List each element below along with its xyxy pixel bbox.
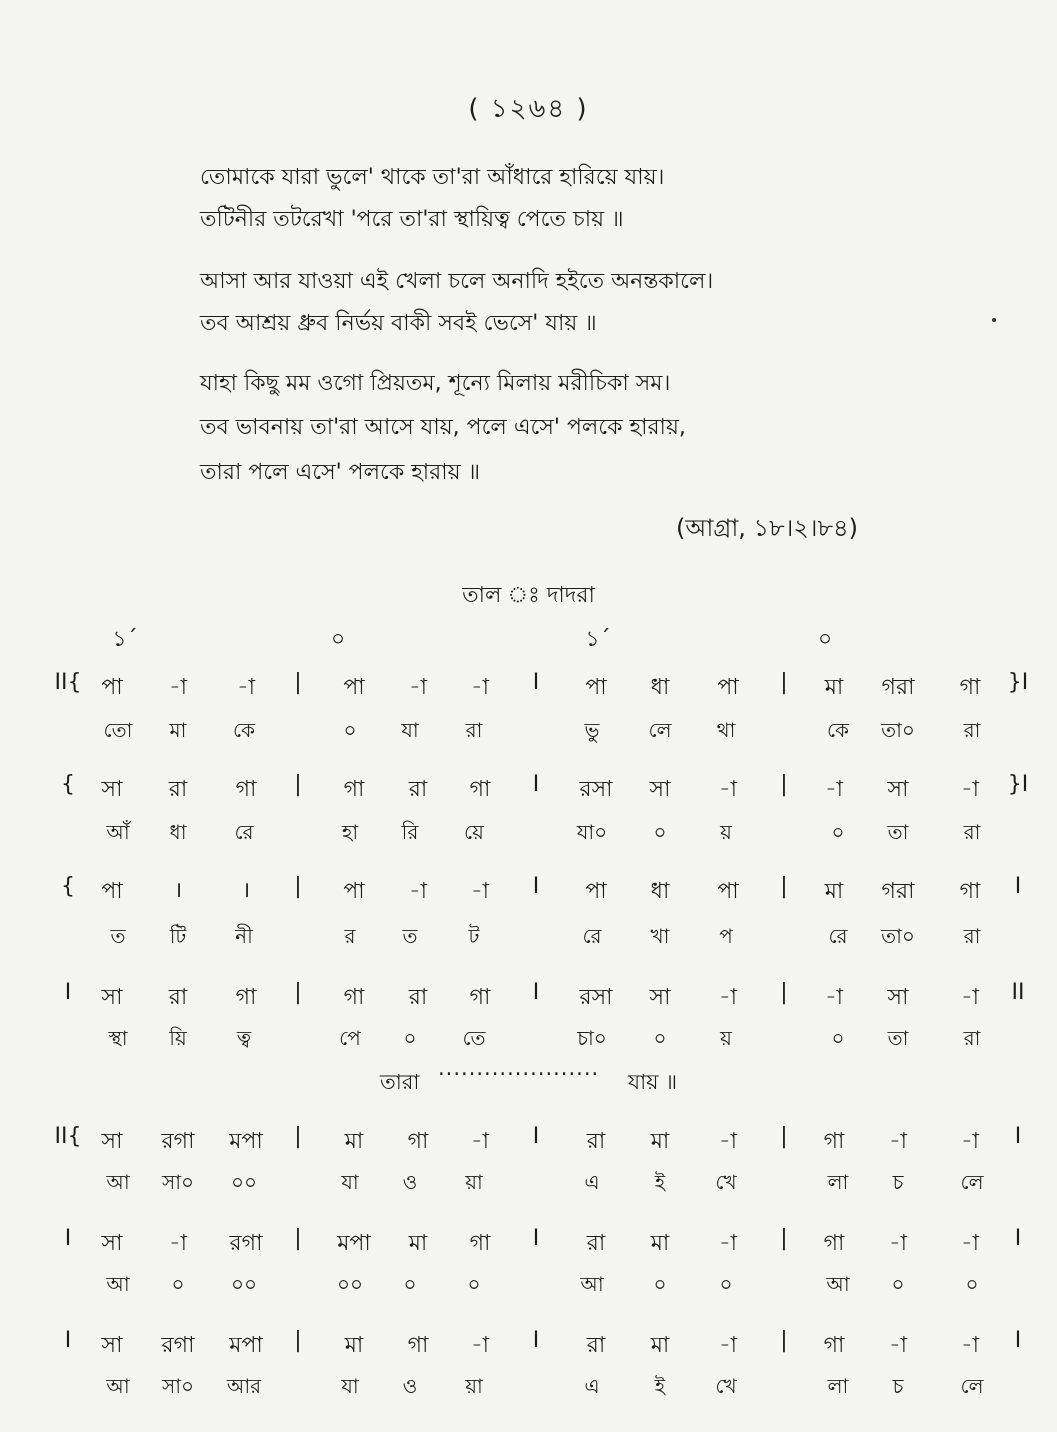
- beat-mark: ০: [817, 627, 833, 652]
- lyric-syllable: ০০: [230, 1170, 258, 1194]
- lyric-syllable: পে: [339, 1026, 361, 1050]
- note-cell: রা: [586, 1129, 606, 1154]
- note-cell: মপা: [337, 1231, 371, 1256]
- note-cell: |: [294, 1124, 302, 1149]
- lyric-syllable: চ: [892, 1374, 904, 1398]
- page-number: ( ১২৬৪ ): [468, 94, 589, 124]
- verse-line: তব ভাবনায় তা'রা আসে যায়, পলে এসে' পলকে হারায়,: [200, 415, 686, 440]
- note-cell: সা: [101, 1129, 123, 1154]
- note-cell: মপা: [229, 1333, 263, 1358]
- note-cell: রা: [168, 777, 188, 802]
- lyric-syllable: এ: [584, 1374, 600, 1398]
- lyric-row: [0, 922, 1057, 946]
- note-cell: মা: [408, 1231, 428, 1256]
- note-cell: পা: [585, 675, 607, 700]
- note-cell: {: [61, 874, 75, 899]
- note-cell: মা: [344, 1129, 364, 1154]
- lyric-syllable: যা০: [576, 820, 608, 844]
- tal-heading: তাল ঃ দাদরা: [462, 583, 595, 608]
- lyric-syllable: ০: [719, 1272, 733, 1296]
- lyric-syllable: আঁ: [106, 820, 130, 844]
- lyric-syllable: নী: [235, 924, 253, 948]
- note-cell: I: [1014, 874, 1022, 899]
- beat-mark: ১´: [585, 627, 611, 652]
- note-cell: গা: [469, 985, 491, 1010]
- lyric-syllable: কে: [232, 718, 256, 742]
- note-cell: -া: [960, 1231, 980, 1256]
- note-cell: পা: [343, 879, 365, 904]
- note-cell: রা: [408, 985, 428, 1010]
- note-cell: II{: [54, 670, 82, 695]
- note-cell: |: [780, 670, 788, 695]
- lyric-syllable: মা: [169, 718, 187, 742]
- notation-row: [0, 670, 1057, 700]
- note-cell: গা: [823, 1333, 845, 1358]
- note-cell: |: [780, 874, 788, 899]
- note-cell: -া: [888, 1129, 908, 1154]
- lyric-syllable: আর: [226, 1374, 262, 1398]
- lyric-syllable: ০: [171, 1272, 185, 1296]
- lyric-syllable: ট: [468, 924, 480, 948]
- note-cell: {: [61, 772, 75, 797]
- lyric-syllable: খে: [715, 1170, 737, 1194]
- note-cell: I: [532, 874, 540, 899]
- lyric-syllable: এ: [584, 1170, 600, 1194]
- note-cell: -া: [824, 777, 844, 802]
- lyric-syllable: ০০: [230, 1272, 258, 1296]
- lyric-syllable: ০: [467, 1272, 481, 1296]
- ink-speck: [992, 318, 996, 322]
- lyric-row: [0, 1270, 1057, 1294]
- note-cell: রসা: [579, 777, 613, 802]
- note-cell: সা: [101, 1231, 123, 1256]
- date-note: (আগ্রা, ১৮।২।৮৪): [676, 514, 858, 542]
- lyric-syllable: ০: [831, 1026, 845, 1050]
- refrain-end: যায় ॥: [628, 1070, 678, 1094]
- note-cell: মা: [824, 675, 844, 700]
- note-cell: -া: [470, 879, 490, 904]
- lyric-syllable: রি: [401, 820, 419, 844]
- note-cell: গা: [235, 777, 257, 802]
- note-cell: -া: [960, 1129, 980, 1154]
- note-cell: I: [1014, 1328, 1022, 1353]
- note-cell: গা: [959, 675, 981, 700]
- note-cell: -া: [718, 777, 738, 802]
- lyric-syllable: ০: [343, 718, 357, 742]
- lyric-syllable: তো: [103, 718, 133, 742]
- lyric-syllable: ধা: [169, 820, 187, 844]
- note-cell: পা: [717, 675, 739, 700]
- lyric-syllable: লে: [648, 718, 672, 742]
- refrain-start: তারা: [380, 1070, 420, 1094]
- verse-line: তটিনীর তটরেখা 'পরে তা'রা স্থায়িত্ব পেতে চায় ॥: [200, 207, 624, 232]
- note-cell: গা: [407, 1129, 429, 1154]
- note-cell: ।: [173, 878, 183, 903]
- lyric-syllable: ০: [403, 1026, 417, 1050]
- lyric-syllable: রা: [963, 820, 981, 844]
- lyric-row: [0, 1168, 1057, 1192]
- notation-row: [0, 1124, 1057, 1154]
- lyric-syllable: লে: [960, 1170, 984, 1194]
- note-cell: I: [1014, 1226, 1022, 1251]
- lyric-syllable: য়ি: [169, 1026, 187, 1050]
- note-cell: }I: [1007, 772, 1029, 797]
- note-cell: -া: [470, 1129, 490, 1154]
- note-cell: II: [1011, 980, 1025, 1005]
- lyric-syllable: সা০: [161, 1170, 195, 1194]
- note-cell: -া: [168, 675, 188, 700]
- note-cell: -া: [888, 1231, 908, 1256]
- note-cell: -া: [718, 1231, 738, 1256]
- notation-row: [0, 772, 1057, 802]
- lyric-syllable: খে: [715, 1374, 737, 1398]
- note-cell: |: [780, 980, 788, 1005]
- note-cell: |: [294, 670, 302, 695]
- lyric-syllable: আ: [106, 1170, 130, 1194]
- lyric-syllable: কে: [826, 718, 850, 742]
- beat-mark: ১´: [112, 627, 138, 652]
- note-cell: I: [532, 1124, 540, 1149]
- notation-row: [0, 980, 1057, 1010]
- lyric-syllable: লা: [827, 1374, 849, 1398]
- beat-mark: ০: [330, 627, 346, 652]
- note-cell: -া: [824, 985, 844, 1010]
- note-cell: সা: [649, 985, 671, 1010]
- lyric-syllable: যা: [401, 718, 419, 742]
- note-cell: -া: [960, 1333, 980, 1358]
- lyric-syllable: লে: [960, 1374, 984, 1398]
- note-cell: রা: [586, 1231, 606, 1256]
- lyric-row: [0, 1024, 1057, 1048]
- note-cell: গা: [469, 777, 491, 802]
- note-cell: মা: [344, 1333, 364, 1358]
- note-cell: -া: [718, 1129, 738, 1154]
- lyric-syllable: যা: [341, 1374, 359, 1398]
- lyric-syllable: আ: [826, 1272, 850, 1296]
- note-cell: -া: [718, 1333, 738, 1358]
- lyric-syllable: ০: [965, 1272, 979, 1296]
- note-cell: রগা: [161, 1129, 195, 1154]
- note-cell: -া: [236, 675, 256, 700]
- lyric-syllable: ০: [653, 1272, 667, 1296]
- note-cell: -া: [888, 1333, 908, 1358]
- lyric-syllable: র: [344, 924, 356, 948]
- note-cell: |: [294, 1328, 302, 1353]
- lyric-syllable: ০: [653, 1026, 667, 1050]
- note-cell: |: [294, 1226, 302, 1251]
- lyric-syllable: ই: [654, 1170, 666, 1194]
- lyric-syllable: হা: [341, 820, 359, 844]
- note-cell: রা: [168, 985, 188, 1010]
- note-cell: সা: [101, 777, 123, 802]
- note-cell: |: [780, 1226, 788, 1251]
- verse-line: তোমাকে যারা ভুলে' থাকে তা'রা আঁধারে হারিয়ে যায়।: [200, 165, 665, 190]
- lyric-syllable: ০: [403, 1272, 417, 1296]
- verse-line: আসা আর যাওয়া এই খেলা চলে অনাদি হইতে অনন্তকালে।: [200, 269, 714, 294]
- note-cell: গা: [235, 985, 257, 1010]
- lyric-syllable: চ: [892, 1170, 904, 1194]
- note-cell: পা: [585, 879, 607, 904]
- note-cell: গরা: [881, 879, 915, 904]
- note-cell: -া: [408, 879, 428, 904]
- lyric-syllable: রে: [582, 924, 602, 948]
- note-cell: গা: [823, 1129, 845, 1154]
- note-cell: রসা: [579, 985, 613, 1010]
- lyric-syllable: ত: [402, 924, 418, 948]
- note-cell: গা: [343, 777, 365, 802]
- note-cell: |: [780, 772, 788, 797]
- lyric-syllable: য়া: [465, 1170, 483, 1194]
- lyric-syllable: তা: [887, 1026, 909, 1050]
- lyric-syllable: সা০: [161, 1374, 195, 1398]
- lyric-syllable: ০: [831, 820, 845, 844]
- lyric-syllable: ই: [654, 1374, 666, 1398]
- note-cell: মা: [650, 1333, 670, 1358]
- lyric-syllable: রে: [234, 820, 254, 844]
- lyric-syllable: ভু: [584, 718, 600, 742]
- notation-row: [0, 874, 1057, 904]
- note-cell: I: [532, 1328, 540, 1353]
- lyric-syllable: য়: [720, 1026, 732, 1050]
- note-cell: রা: [586, 1333, 606, 1358]
- note-cell: I: [532, 980, 540, 1005]
- note-cell: |: [780, 1328, 788, 1353]
- lyric-syllable: লা: [827, 1170, 849, 1194]
- lyric-syllable: য়ে: [464, 820, 484, 844]
- note-cell: পা: [343, 675, 365, 700]
- note-cell: |: [294, 980, 302, 1005]
- note-cell: গা: [469, 1231, 491, 1256]
- lyric-syllable: প: [719, 924, 733, 948]
- note-cell: রগা: [161, 1333, 195, 1358]
- note-cell: |: [780, 1124, 788, 1149]
- lyric-syllable: রা: [963, 1026, 981, 1050]
- note-cell: -া: [960, 777, 980, 802]
- note-cell: সা: [887, 777, 909, 802]
- lyric-syllable: যা: [341, 1170, 359, 1194]
- note-cell: I: [64, 1226, 72, 1251]
- note-cell: II{: [54, 1124, 82, 1149]
- note-cell: -া: [168, 1231, 188, 1256]
- note-cell: -া: [470, 675, 490, 700]
- note-cell: সা: [649, 777, 671, 802]
- verse-line: যাহা কিছু মম ওগো প্রিয়তম, শূন্যে মিলায় মরীচিকা সম।: [200, 371, 671, 396]
- lyric-syllable: ও: [402, 1170, 418, 1194]
- note-cell: গা: [823, 1231, 845, 1256]
- note-cell: পা: [101, 675, 123, 700]
- lyric-syllable: স্থা: [108, 1026, 128, 1050]
- lyric-syllable: আ: [106, 1272, 130, 1296]
- lyric-syllable: ত: [110, 924, 126, 948]
- note-cell: }I: [1007, 670, 1029, 695]
- lyric-syllable: ও: [402, 1374, 418, 1398]
- lyric-row: [0, 1372, 1057, 1396]
- lyric-syllable: তা০: [881, 924, 915, 948]
- lyric-syllable: ০: [653, 820, 667, 844]
- note-cell: ।: [241, 878, 251, 903]
- note-cell: I: [532, 1226, 540, 1251]
- lyric-row: [0, 716, 1057, 740]
- note-cell: -া: [960, 985, 980, 1010]
- lyric-syllable: ০০: [336, 1272, 364, 1296]
- refrain-dots: ·····················: [438, 1062, 600, 1086]
- note-cell: গা: [343, 985, 365, 1010]
- note-cell: মা: [824, 879, 844, 904]
- note-cell: মপা: [229, 1129, 263, 1154]
- note-cell: -া: [718, 985, 738, 1010]
- note-cell: I: [1014, 1124, 1022, 1149]
- lyric-syllable: ত্ব: [236, 1026, 252, 1050]
- lyric-syllable: ০: [891, 1272, 905, 1296]
- lyric-syllable: আ: [106, 1374, 130, 1398]
- notation-row: [0, 1226, 1057, 1256]
- note-cell: মা: [650, 1129, 670, 1154]
- lyric-syllable: তা০: [881, 718, 915, 742]
- note-cell: পা: [101, 879, 123, 904]
- note-cell: I: [532, 772, 540, 797]
- note-cell: |: [294, 772, 302, 797]
- lyric-syllable: য়া: [465, 1374, 483, 1398]
- note-cell: -া: [470, 1333, 490, 1358]
- note-cell: সা: [101, 985, 123, 1010]
- note-cell: রগা: [229, 1231, 263, 1256]
- lyric-syllable: য়: [720, 820, 732, 844]
- note-cell: I: [64, 1328, 72, 1353]
- note-cell: -া: [408, 675, 428, 700]
- note-cell: রা: [408, 777, 428, 802]
- notation-row: [0, 1328, 1057, 1358]
- note-cell: ধা: [650, 879, 670, 904]
- note-cell: I: [532, 670, 540, 695]
- note-cell: সা: [101, 1333, 123, 1358]
- note-cell: গা: [959, 879, 981, 904]
- note-cell: পা: [717, 879, 739, 904]
- verse-line: তারা পলে এসে' পলকে হারায় ॥: [200, 460, 481, 485]
- lyric-syllable: খা: [650, 924, 670, 948]
- note-cell: ধা: [650, 675, 670, 700]
- note-cell: মা: [650, 1231, 670, 1256]
- lyric-syllable: আ: [580, 1272, 604, 1296]
- lyric-syllable: চা০: [577, 1026, 607, 1050]
- lyric-syllable: টি: [169, 924, 187, 948]
- lyric-syllable: রা: [963, 718, 981, 742]
- lyric-syllable: রে: [828, 924, 848, 948]
- lyric-syllable: রা: [465, 718, 483, 742]
- lyric-syllable: থা: [716, 718, 736, 742]
- note-cell: I: [64, 980, 72, 1005]
- lyric-syllable: তা: [887, 820, 909, 844]
- note-cell: |: [294, 874, 302, 899]
- lyric-syllable: রা: [963, 924, 981, 948]
- lyric-syllable: তে: [462, 1026, 486, 1050]
- lyric-row: [0, 818, 1057, 842]
- verse-line: তব আশ্রয় ধ্রুব নির্ভয় বাকী সবই ভেসে' যায় ॥: [200, 311, 597, 336]
- note-cell: গা: [407, 1333, 429, 1358]
- note-cell: গরা: [881, 675, 915, 700]
- note-cell: সা: [887, 985, 909, 1010]
